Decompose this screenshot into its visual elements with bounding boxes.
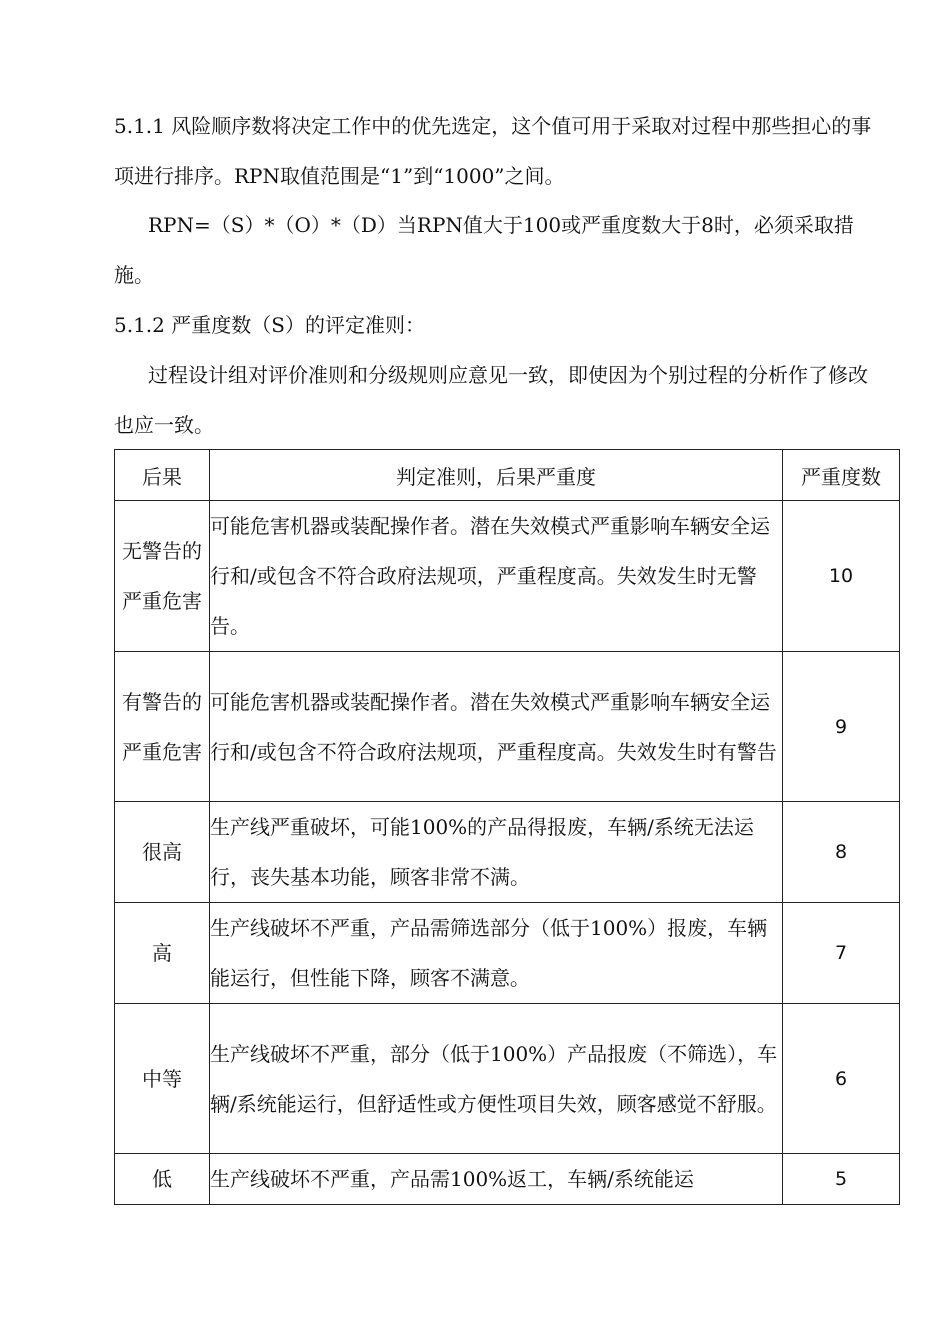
rank-cell: 7 [783,903,900,1004]
header-rank: 严重度数 [783,450,900,501]
header-criteria: 判定准则，后果严重度 [210,450,783,501]
table-row [115,1004,900,1154]
effect-cell: 高 [115,903,210,1004]
paragraph-team-agreement: 过程设计组对评价准则和分级规则应意见一致，即使因为个别过程的分析作了修改也应一致。 [114,363,868,437]
severity-criteria-table [114,449,900,1205]
paragraph-rpn-definition: 5.1.1 风险顺序数将决定工作中的优先选定，这个值可用于采取对过程中那些担心的事项进行排序。RPN取值范围是“1”到“1000”之间。 [114,114,872,188]
header-effect: 后果 [115,450,210,501]
criteria-cell: 生产线破坏不严重，部分（低于100%）产品报废（不筛选），车辆/系统能运行，但舒适性或方便性项目失效，顾客感觉不舒服。 [210,1004,783,1154]
criteria-cell: 生产线破坏不严重，产品需100%返工，车辆/系统能运 [210,1154,783,1205]
section-heading-severity: 5.1.2 严重度数（S）的评定准则： [114,313,425,337]
rank-cell: 9 [783,652,900,802]
table-row [115,903,900,1004]
criteria-cell: 可能危害机器或装配操作者。潜在失效模式严重影响车辆安全运行和/或包含不符合政府法规项，严重程度高。失效发生时有警告 [210,652,783,802]
criteria-cell: 可能危害机器或装配操作者。潜在失效模式严重影响车辆安全运行和/或包含不符合政府法规项，严重程度高。失效发生时无警告。 [210,501,783,652]
table-row [115,501,900,652]
table-row [115,1154,900,1205]
rank-cell: 8 [783,802,900,903]
rank-cell: 5 [783,1154,900,1205]
table-header-row [115,450,900,501]
effect-cell: 中等 [115,1004,210,1154]
rank-cell: 6 [783,1004,900,1154]
table-row [115,652,900,802]
table-row [115,802,900,903]
criteria-cell: 生产线破坏不严重，产品需筛选部分（低于100%）报废，车辆能运行，但性能下降，顾客不满意。 [210,903,783,1004]
criteria-cell: 生产线严重破坏，可能100%的产品得报废，车辆/系统无法运行，丧失基本功能，顾客非常不满。 [210,802,783,903]
paragraph-rpn-formula: RPN=（S）*（O）*（D）当RPN值大于100或严重度数大于8时，必须采取措施。 [114,213,854,287]
rank-cell: 10 [783,501,900,652]
effect-cell: 很高 [115,802,210,903]
effect-cell: 低 [115,1154,210,1205]
effect-cell: 有警告的严重危害 [115,652,210,802]
effect-cell: 无警告的严重危害 [115,501,210,652]
